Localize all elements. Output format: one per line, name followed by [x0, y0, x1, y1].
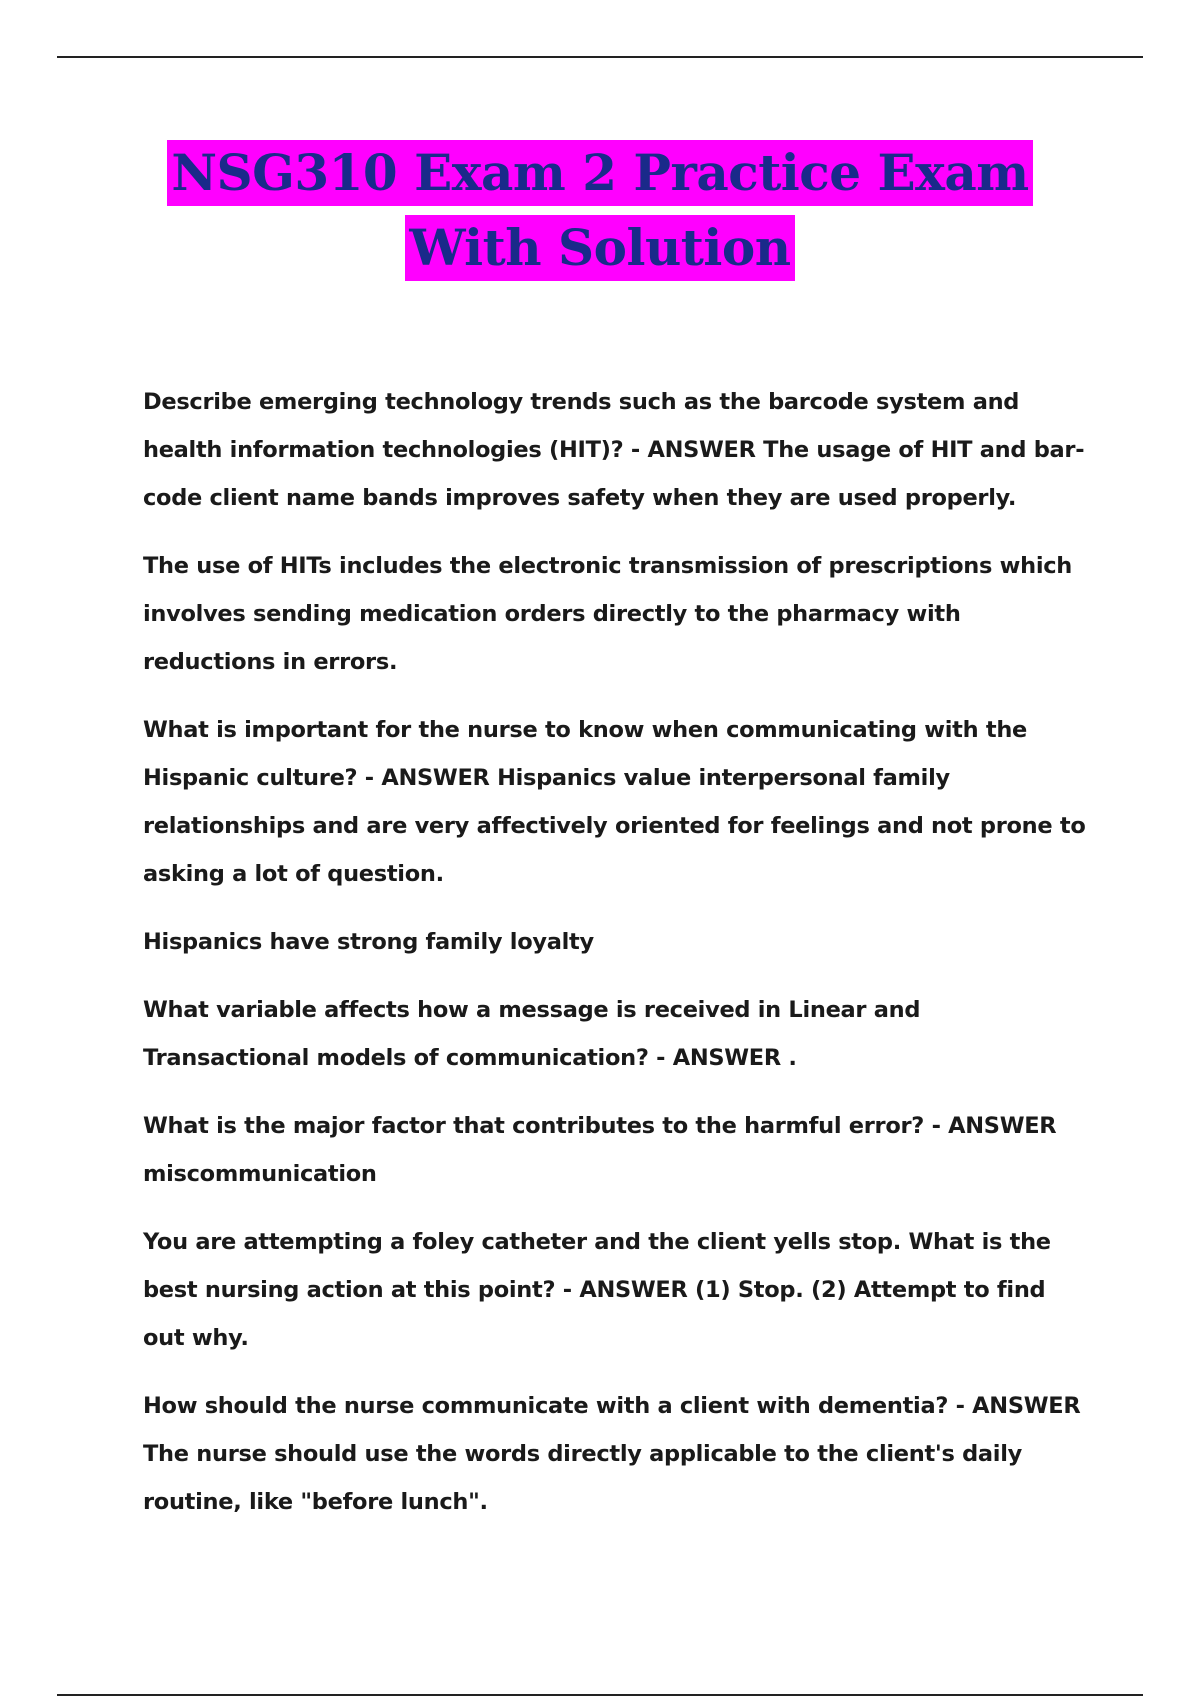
qa-paragraph-dementia: How should the nurse communicate with a client with dementia? - ANSWER The nurse should use the words directly applicable to the client's daily routine, like "before lunch". — [143, 1393, 1081, 1515]
document-body — [143, 378, 1093, 1546]
paragraph-family-loyalty: Hispanics have strong family loyalty — [143, 929, 594, 955]
qa-paragraph-harmful-error: What is the major factor that contributes to the harmful error? - ANSWER miscommunication — [143, 1113, 1057, 1187]
header-rule — [57, 56, 1143, 58]
title-line-1: NSG310 Exam 2 Practice Exam — [167, 140, 1032, 206]
qa-paragraph-foley-catheter: You are attempting a foley catheter and the client yells stop. What is the best nursing action at this point? - ANSWER (1) Stop. (2) Attempt to find out why. — [143, 1229, 1051, 1351]
document-title — [0, 140, 1200, 290]
footer-rule — [57, 1694, 1143, 1696]
qa-paragraph-hispanic-culture: What is important for the nurse to know when communicating with the Hispanic culture? - ANSWER Hispanics value interpersonal family relationships and are very affectively oriented for feelings and not prone to asking a lot of question. — [143, 717, 1086, 887]
title-line-2: With Solution — [405, 215, 794, 281]
qa-paragraph-barcode-hit: Describe emerging technology trends such as the barcode system and health information technologies (HIT)? - ANSWER The usage of HIT and bar-code client name bands improves safety when they are used properly. — [143, 389, 1085, 511]
paragraph-hit-prescriptions: The use of HITs includes the electronic transmission of prescriptions which involves sending medication orders directly to the pharmacy with reductions in errors. — [143, 553, 1073, 675]
qa-paragraph-communication-models: What variable affects how a message is received in Linear and Transactional models of communication? - ANSWER . — [143, 997, 921, 1071]
